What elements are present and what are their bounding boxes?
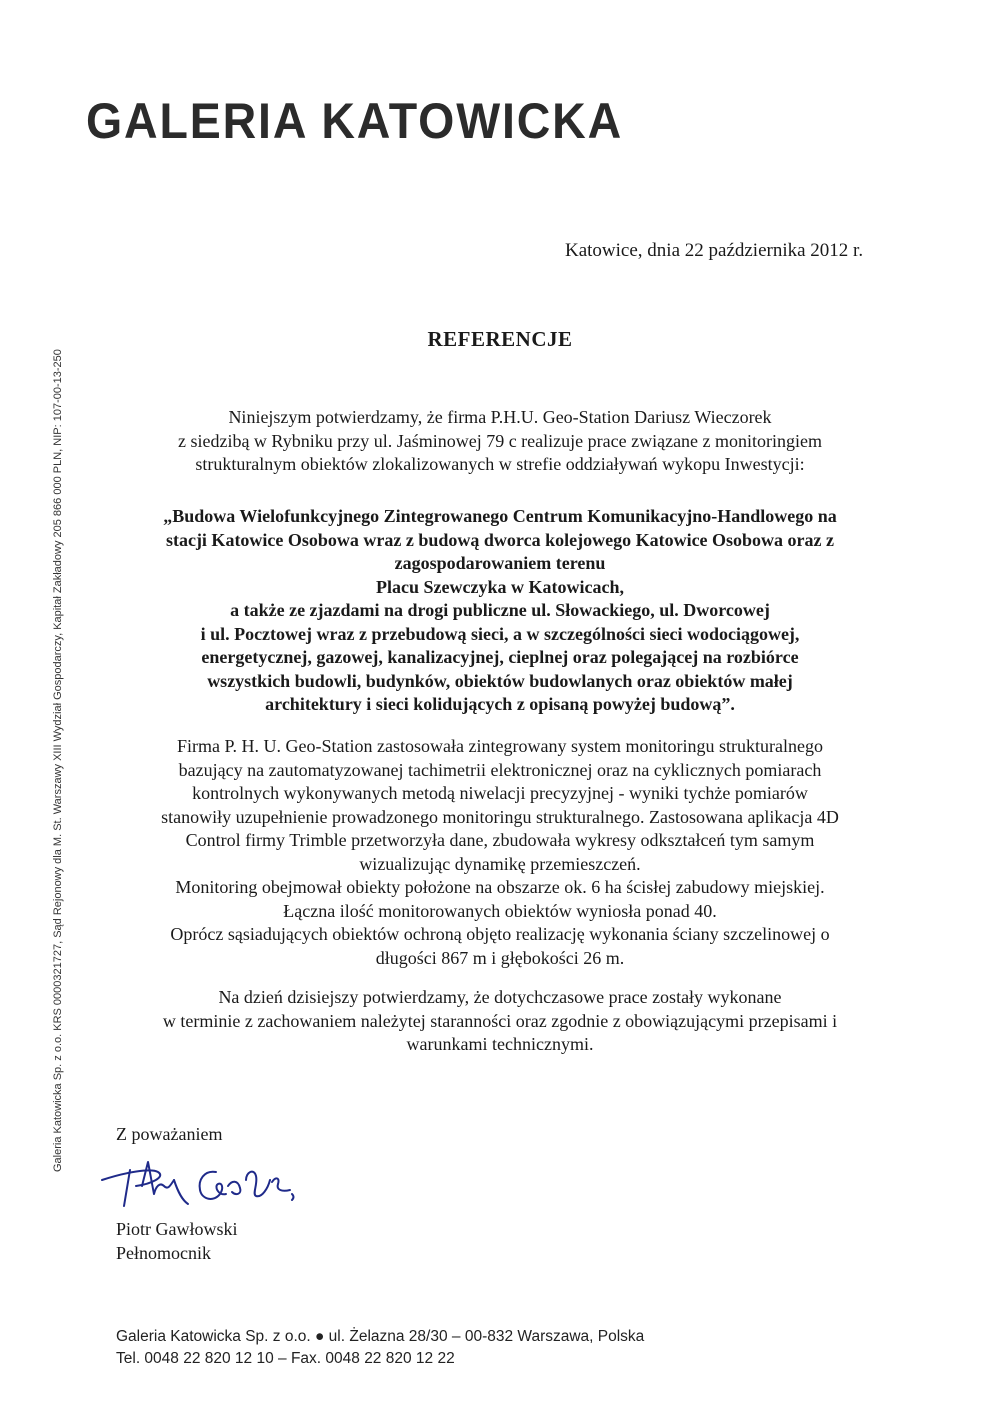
confirm-line: Na dzień dzisiejszy potwierdzamy, że dotychczasowe prace zostały wykonane [218,987,782,1007]
quote-line: zagospodarowaniem terenu [394,553,606,573]
body-line: bazujący na zautomatyzowanej tachimetrii elektronicznej oraz na cyklicznych pomiarach [178,759,822,780]
signer-name: Piotr Gawłowski [116,1219,238,1239]
body-line: długości 867 m i głębokości 26 m. [375,947,625,968]
footer-address: Galeria Katowicka Sp. z o.o. ● ul. Żelazna 28/30 – 00-832 Warszawa, Polska [116,1328,645,1345]
quote-line: i ul. Pocztowej wraz z przebudową sieci, a w szczególności sieci wodociągowej, [200,623,800,644]
body-line: wizualizując dynamikę przemieszczeń. [359,853,641,874]
quote-line: Placu Szewczyka w Katowicach, [376,576,624,597]
intro-line: strukturalnym obiektów zlokalizowanych w strefie oddziaływań wykopu Inwestycji: [195,454,805,474]
quote-line: stacji Katowice Osobowa wraz z budową dworca kolejowego Katowice Osobowa oraz z [165,529,835,550]
company-logo: GALERIA KATOWICKA [86,93,624,149]
body-line: Monitoring obejmował obiekty położone na obszarze ok. 6 ha ścisłej zabudowy miejskiej. [175,877,825,897]
body-line: Oprócz sąsiadujących obiektów ochroną objęto realizację wykonania ściany szczelinowej o [170,924,830,944]
company-footer [116,1326,644,1370]
body-line: Firma P. H. U. Geo-Station zastosowała zintegrowany system monitoringu strukturalnego [177,736,823,756]
quote-line: architektury i sieci kolidujących z opisaną powyżej budową”. [265,694,735,714]
investment-quote [0,505,1000,717]
quote-line: wszystkich budowli, budynków, obiektów budowlanych oraz obiektów małej [207,670,793,691]
body-line: kontrolnych wykonywanych metodą niwelacji precyzyjnej - wyniki tychże pomiarów [192,783,808,803]
footer-contact: Tel. 0048 22 820 12 10 – Fax. 0048 22 820 12 22 [116,1350,455,1367]
body-line: Łączna ilość monitorowanych obiektów wyniosła ponad 40. [283,900,717,921]
monitoring-description [0,735,1000,970]
quote-line: „Budowa Wielofunkcyjnego Zintegrowanego Centrum Komunikacyjno-Handlowego na [163,506,837,526]
body-line: Control firmy Trimble przetworzyła dane, zbudowała wykresy odkształceń tym samym [185,830,815,850]
quote-line: a także ze zjazdami na drogi publiczne ul. Słowackiego, ul. Dworcowej [230,600,770,620]
letter-title: REFERENCJE [427,327,573,351]
signer-block [116,1217,238,1265]
quote-line: energetycznej, gazowej, kanalizacyjnej, cieplnej oraz polegającej na rozbiórce [201,647,799,667]
body-line: stanowiły uzupełnienie prowadzonego monitoringu strukturalnego. Zastosowana aplikacja 4D [161,806,839,827]
intro-line: Niniejszym potwierdzamy, że firma P.H.U. Geo-Station Dariusz Wieczorek [228,407,772,427]
confirmation-paragraph [0,986,1000,1057]
company-registration-sidebar: Galeria Katowicka Sp. z o.o. KRS 0000321727, Sąd Rejonowy dla M. St. Warszawy XIII Wydział Gospodarczy, Kapitał Zakładowy 205 866 000 PLN, NIP: 107-00-13-250 [52,349,64,1172]
closing-salutation: Z poważaniem [116,1124,223,1144]
letter-date: Katowice, dnia 22 października 2012 r. [565,240,864,261]
confirm-line: w terminie z zachowaniem należytej staranności oraz zgodnie z obowiązującymi przepisami i [162,1010,838,1031]
intro-line: z siedzibą w Rybniku przy ul. Jaśminowej 79 c realizuje prace związane z monitoringiem [177,430,823,451]
handwritten-signature [96,1150,296,1220]
intro-paragraph [0,406,1000,477]
confirm-line: warunkami technicznymi. [406,1034,594,1054]
signer-role: Pełnomocnik [116,1243,211,1263]
